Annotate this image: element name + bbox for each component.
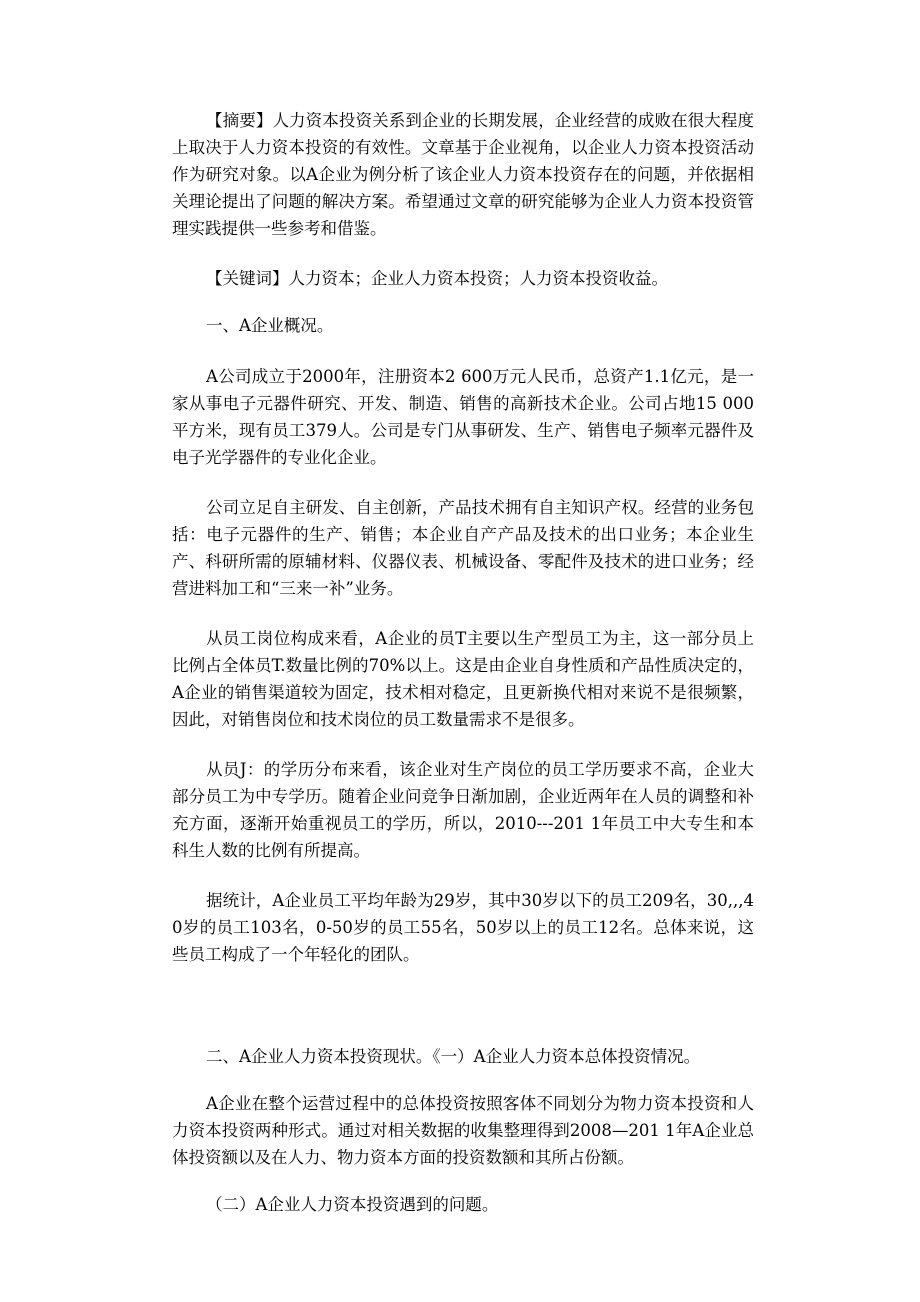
- section-2-sub-heading: （二）A企业人力资本投资遇到的问题。: [206, 1195, 499, 1214]
- staff-age-paragraph: 据统计，A企业员工平均年龄为29岁，其中30岁以下的员工209名，30,,,40岁的员工103名，0-50岁的员工55名，50岁以上的员工12名。总体来说，这些员工构成了一个年轻化的团队。: [172, 891, 754, 964]
- section-2-heading: 二、A企业人力资本投资现状。《一）A企业人力资本总体投资情况。: [206, 1047, 701, 1066]
- section-1-heading: 一、A企业概况。: [206, 316, 334, 335]
- staff-positions-paragraph: 从员工岗位构成来看，A企业的员T主要以生产型员工为主，这一部分员上比例占全体员T.数量比例的70%以上。这是由企业自身性质和产品性质决定的，A企业的销售渠道较为固定，技术相对稳定，且更新换代相对来说不是很频繁，因此，对销售岗位和技术岗位的员工数量需求不是很多。: [172, 629, 754, 729]
- total-investment-paragraph: A企业在整个运营过程中的总体投资按照客体不同划分为物力资本投资和人力资本投资两种形式。通过对相关数据的收集整理得到2008—201 1年A企业总体投资额以及在人力、物力资本方面的投资数额和其所占份额。: [172, 1094, 754, 1167]
- keywords-paragraph: 【关键词】人力资本；企业人力资本投资；人力资本投资收益。: [206, 269, 668, 288]
- abstract-paragraph: 【摘要】人力资本投资关系到企业的长期发展，企业经营的成败在很大程度上取决于人力资本投资的有效性。文章基于企业视角，以企业人力资本投资活动作为研究对象。以A企业为例分析了该企业人力资本投资存在的问题，并依据相关理论提出了问题的解决方案。希望通过文章的研究能够为企业人力资本投资管理实践提供一些参考和借鉴。: [172, 111, 754, 238]
- business-scope-paragraph: 公司立足自主研发、自主创新，产品技术拥有自主知识产权。经营的业务包括：电子元器件的生产、销售；本企业自产产品及技术的出口业务；本企业生产、科研所需的原辅材料、仪器仪表、机械设备、零配件及技术的进口业务；经营进料加工和“三来一补”业务。: [172, 498, 754, 598]
- company-overview-paragraph: A公司成立于2000年，注册资本2 600万元人民币，总资产1.1亿元，是一家从事电子元器件研究、开发、制造、销售的高新技术企业。公司占地15 000平方米，现有员工379人。公司是专门从事研发、生产、销售电子频率元器件及电子光学器件的专业化企业。: [172, 367, 754, 467]
- staff-education-paragraph: 从员J：的学历分布来看，该企业对生产岗位的员工学历要求不高，企业大部分员工为中专学历。随着企业问竞争日渐加剧，企业近两年在人员的调整和补充方面，逐渐开始重视员工的学历，所以，2010---201 1年员工中大专生和本科生人数的比例有所提高。: [172, 760, 754, 860]
- document-page: [172, 107, 754, 1218]
